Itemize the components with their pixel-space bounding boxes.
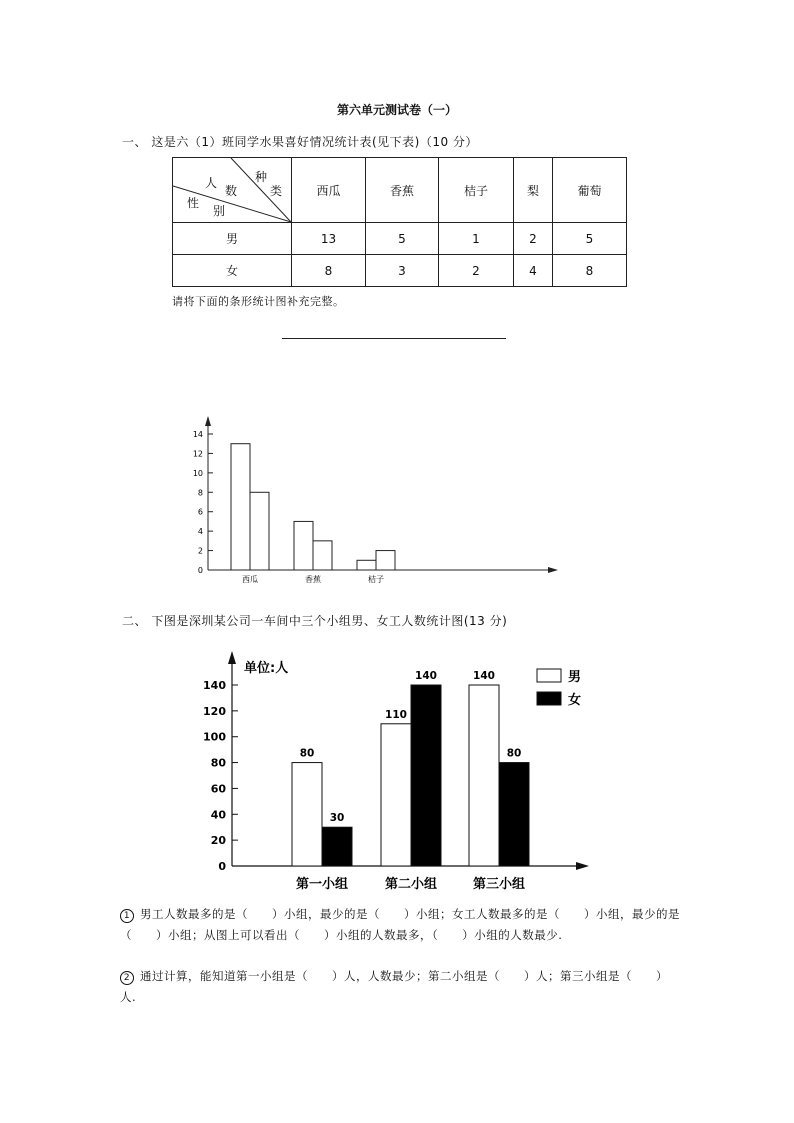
col-header: 西瓜 [292,158,366,223]
y-tick-label: 14 [192,430,203,439]
row-label: 男 [173,223,292,255]
x-tick-label: 桔子 [368,575,384,584]
table-cell: 13 [292,223,366,255]
table-row [173,223,627,255]
table-cell: 2 [439,255,514,287]
group-bar-chart [0,640,794,900]
answer-text: 男工人数最多的是（ ）小组，最少的是（ ）小组；女工人数最多的是（ ）小组，最少的是（ ）小组；从图上可以看出（ ）小组的人数最多，（ ）小组的人数最少. [120,907,680,942]
y-tick-label: 8 [197,488,203,498]
y-tick-label: 0 [197,566,203,575]
x-tick-label: 香蕉 [305,575,321,584]
table-cell: 3 [366,255,439,287]
y-tick-label: 140 [203,679,226,692]
page-title: 第六单元测试卷（一） [336,103,457,117]
y-tick-label: 120 [203,704,226,718]
legend-label: 女 [568,693,582,708]
bar [231,444,250,570]
bar [376,551,395,570]
fruit-bar-chart [0,400,794,600]
table-cell: 4 [514,255,553,287]
data-label: 80 [299,747,315,760]
y-tick-label: 80 [210,756,226,770]
x-tick-label: 第三小组 [472,877,526,892]
y-tick-label: 0 [218,860,226,873]
bar [499,763,529,866]
data-label: 30 [329,812,345,825]
legend-swatch [537,692,561,705]
y-tick-label: 6 [197,507,203,517]
y-tick-label: 12 [192,449,203,459]
y-tick-label: 60 [210,782,226,796]
y-tick-label: 100 [203,730,226,744]
question-2-text: 二、 下图是深圳某公司一车间中三个小组男、女工人数统计图(13 分) [122,614,508,628]
bar [294,521,313,570]
data-label: 80 [506,747,522,760]
table-row [173,255,627,287]
legend-swatch [537,669,561,682]
answer-item-2 [120,966,680,1007]
data-label: 110 [385,708,407,721]
bar [313,541,332,570]
x-axis-arrow [576,862,589,870]
table-instruction: 请将下面的条形统计图补充完整。 [172,295,345,308]
blank-title-line [282,338,506,339]
answer-text: 通过计算，能知道第一小组是（ ）人，人数最少；第二小组是（ ）人；第三小组是（ ）人. [120,969,668,1004]
col-header: 葡萄 [553,158,627,223]
y-tick-label: 4 [197,527,203,537]
corner-zhong: 种 [255,170,268,184]
data-label: 140 [415,670,437,682]
corner-xing: 性 [187,196,200,210]
y-axis-arrow [205,416,211,426]
table-cell: 8 [292,255,366,287]
bar [322,827,352,866]
corner-bie: 别 [213,204,226,218]
bar [381,724,411,866]
corner-shu: 数 [225,184,238,198]
y-tick-label: 2 [197,546,203,556]
unit-label: 单位:人 [244,661,289,676]
col-header: 香蕉 [366,158,439,223]
legend-label: 男 [568,670,582,685]
table-cell: 1 [439,223,514,255]
answer-item-1 [120,904,680,945]
x-tick-label: 第二小组 [384,877,438,892]
table-corner-cell [173,158,292,223]
corner-lei: 类 [270,184,283,198]
bar [469,685,499,866]
number-circle: 1 [120,909,134,923]
bar [411,685,441,866]
table-cell: 5 [553,223,627,255]
bar [292,763,322,866]
table-header-row [173,158,627,223]
x-tick-label: 西瓜 [242,575,258,584]
y-tick-label: 10 [192,468,203,478]
col-header: 梨 [514,158,553,223]
number-circle: 2 [120,971,134,985]
corner-ren: 人 [205,176,218,190]
y-tick-label: 40 [210,808,226,822]
x-axis-arrow [548,567,558,573]
data-label: 140 [473,670,495,682]
question-1-text: 一、 这是六（1）班同学水果喜好情况统计表(见下表)（10 分） [122,135,478,149]
col-header: 桔子 [439,158,514,223]
table-cell: 5 [366,223,439,255]
row-label: 女 [173,255,292,287]
table-cell: 8 [553,255,627,287]
bar [357,560,376,570]
y-tick-label: 20 [210,834,226,848]
table-cell: 2 [514,223,553,255]
x-tick-label: 第一小组 [295,877,349,892]
y-axis-arrow [228,651,236,664]
bar [250,492,269,570]
fruit-stat-table [172,157,627,287]
